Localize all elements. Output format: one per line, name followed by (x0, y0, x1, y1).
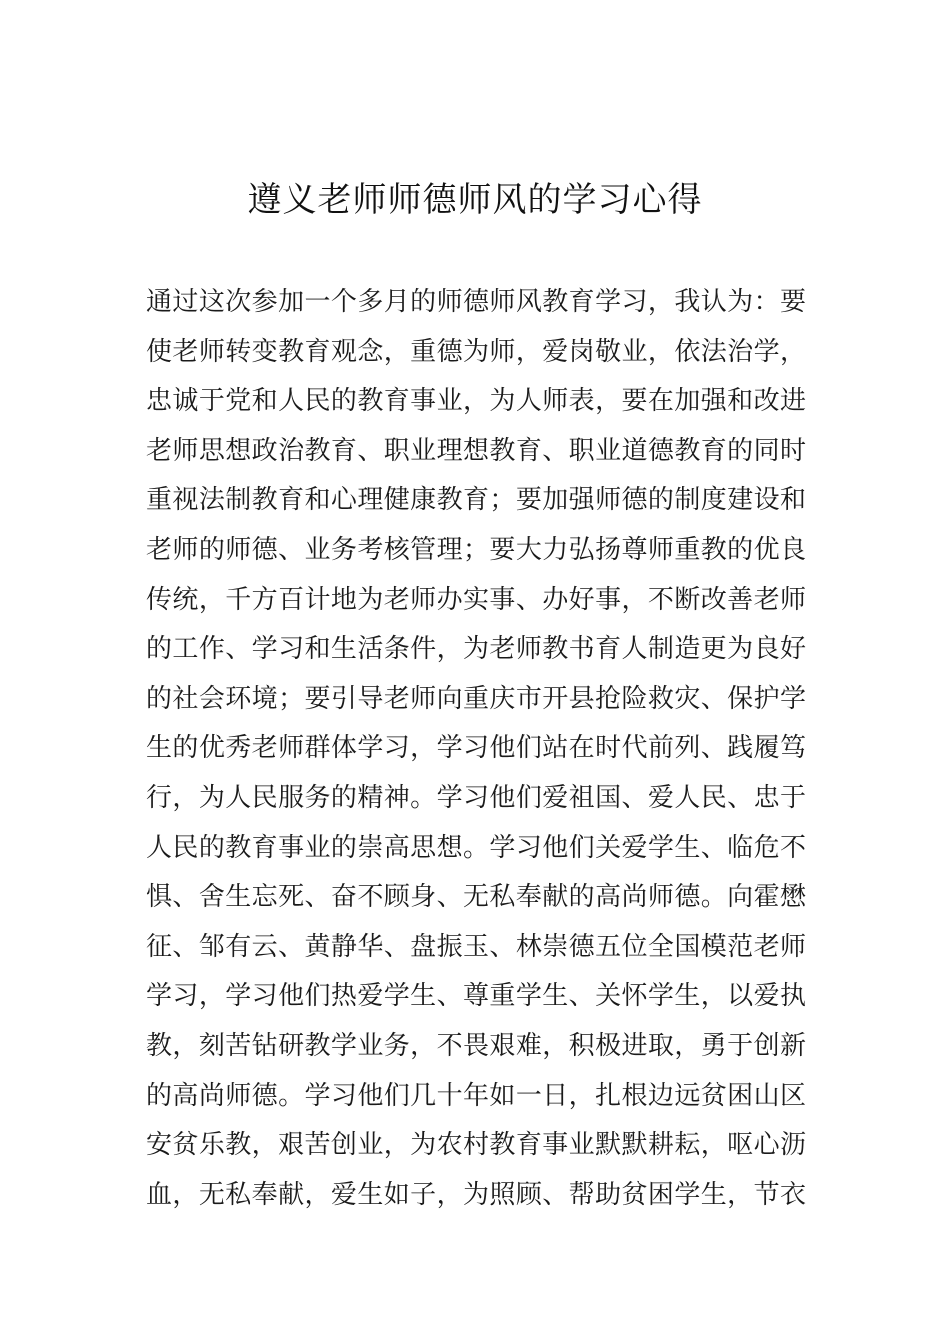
body-line: 老师思想政治教育、职业理想教育、职业道德教育的同时 (146, 435, 806, 466)
body-line: 安贫乐教，艰苦创业，为农村教育事业默默耕耘，呕心沥 (146, 1130, 806, 1161)
body-line: 血，无私奉献，爱生如子，为照顾、帮助贫困学生，节衣 (146, 1179, 806, 1210)
document-title: 遵义老师师德师风的学习心得 (247, 180, 703, 220)
body-line: 传统，千方百计地为老师办实事、办好事，不断改善老师 (146, 584, 806, 615)
body-line: 学习，学习他们热爱学生、尊重学生、关怀学生，以爱执 (146, 981, 806, 1012)
document-body (146, 278, 806, 1220)
body-line: 的高尚师德。学习他们几十年如一日，扎根边远贫困山区 (146, 1080, 806, 1111)
body-line: 重视法制教育和心理健康教育；要加强师德的制度建设和 (146, 485, 806, 516)
body-line: 教，刻苦钻研教学业务，不畏艰难，积极进取，勇于创新 (146, 1030, 806, 1061)
body-line: 人民的教育事业的崇高思想。学习他们关爱学生、临危不 (146, 832, 806, 863)
body-line: 使老师转变教育观念，重德为师，爱岗敬业，依法治学， (146, 336, 806, 367)
body-line: 生的优秀老师群体学习，学习他们站在时代前列、践履笃 (146, 733, 806, 764)
body-line: 忠诚于党和人民的教育事业，为人师表，要在加强和改进 (146, 386, 806, 417)
body-line: 老师的师德、业务考核管理；要大力弘扬尊师重教的优良 (146, 534, 806, 565)
body-line: 惧、舍生忘死、奋不顾身、无私奉献的高尚师德。向霍懋 (146, 882, 806, 913)
body-line: 行，为人民服务的精神。学习他们爱祖国、爱人民、忠于 (146, 782, 806, 813)
body-line: 征、邹有云、黄静华、盘振玉、林崇德五位全国模范老师 (146, 931, 806, 962)
body-line: 的社会环境；要引导老师向重庆市开县抢险救灾、保护学 (146, 683, 806, 714)
body-line: 的工作、学习和生活条件，为老师教书育人制造更为良好 (146, 634, 806, 665)
body-line: 通过这次参加一个多月的师德师风教育学习，我认为：要 (146, 287, 806, 317)
